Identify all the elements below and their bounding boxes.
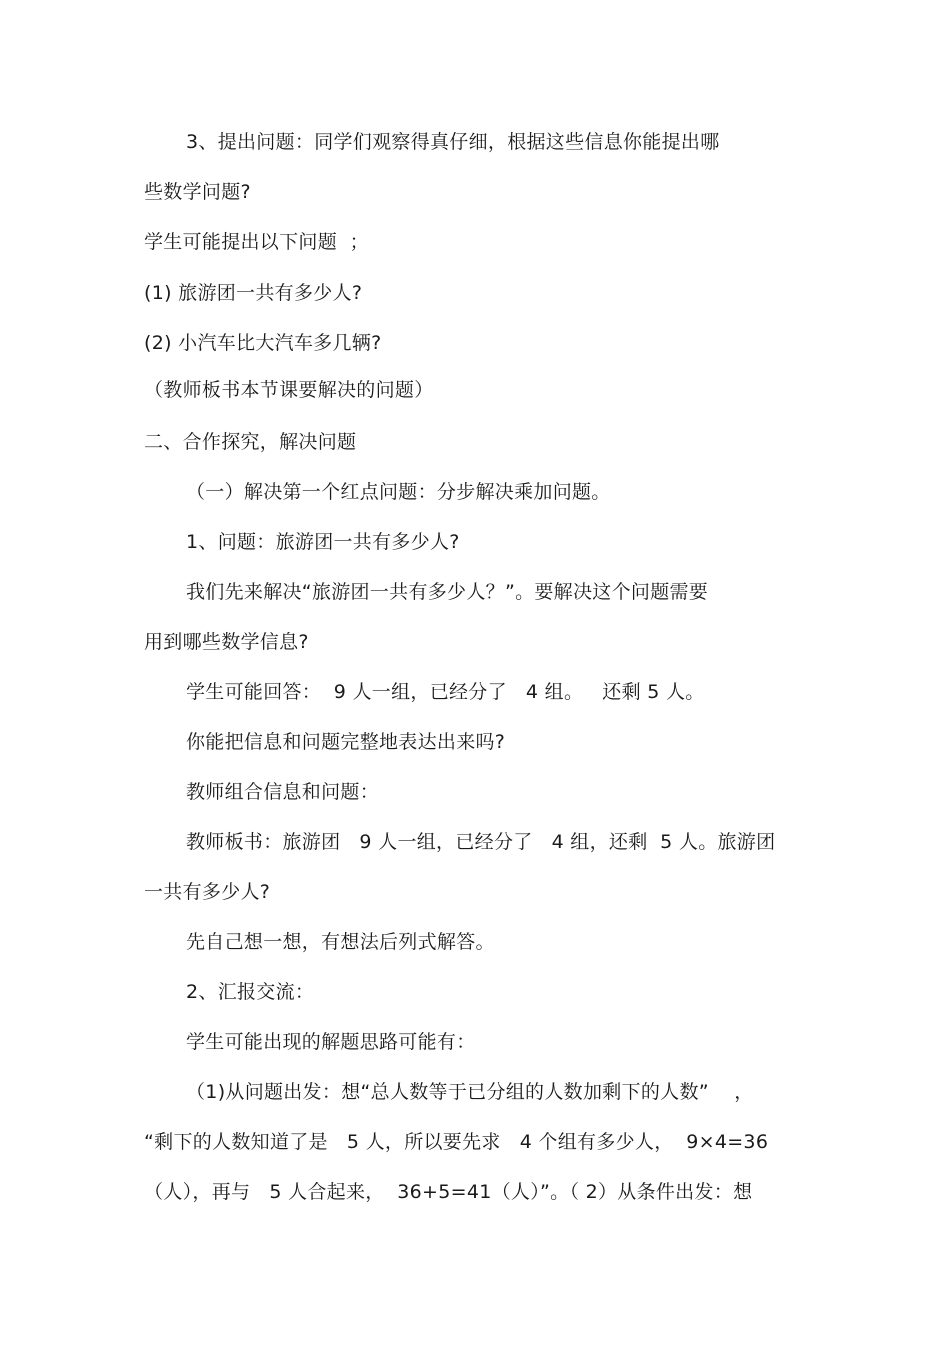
paragraph-line: “剩下的人数知道了是 5 人，所以要先求 4 个组有多少人， 9×4=36 — [144, 1131, 769, 1153]
subsection-heading: （一）解决第一个红点问题：分步解决乘加问题。 — [186, 481, 611, 503]
paragraph-line: 我们先来解决“旅游团一共有多少人？”。要解决这个问题需要 — [186, 581, 709, 603]
paragraph-line: 教师板书：旅游团 9 人一组，已经分了 4 组，还剩 5 人。旅游团 — [186, 831, 776, 853]
paragraph-line: 用到哪些数学信息? — [144, 631, 309, 653]
paragraph-line: 学生可能回答： 9 人一组，已经分了 4 组。 还剩 5 人。 — [186, 681, 705, 703]
paragraph-line: 2、汇报交流： — [186, 981, 315, 1003]
paragraph-line: （教师板书本节课要解决的问题） — [144, 379, 434, 401]
paragraph-line: （1)从问题出发：想“总人数等于已分组的人数加剩下的人数” ， — [186, 1081, 754, 1103]
paragraph-line: (2) 小汽车比大汽车多几辆? — [144, 332, 382, 354]
paragraph-line: 先自己想一想，有想法后列式解答。 — [186, 931, 495, 953]
paragraph-line: 些数学问题? — [144, 181, 251, 203]
paragraph-line: (1) 旅游团一共有多少人? — [144, 282, 363, 304]
paragraph-line: 学生可能出现的解题思路可能有： — [186, 1031, 476, 1053]
paragraph-line: 你能把信息和问题完整地表达出来吗? — [186, 731, 506, 753]
paragraph-line: 1、问题：旅游团一共有多少人? — [186, 531, 460, 553]
paragraph-line: （人），再与 5 人合起来， 36+5=41（人）”。（ 2）从条件出发：想 — [144, 1181, 753, 1203]
paragraph-line: 学生可能提出以下问题 ； — [144, 231, 369, 253]
paragraph-line: 教师组合信息和问题： — [186, 781, 380, 803]
section-heading: 二、合作探究，解决问题 — [144, 431, 357, 453]
paragraph-line: 3、提出问题：同学们观察得真仔细，根据这些信息你能提出哪 — [186, 131, 720, 153]
paragraph-line: 一共有多少人? — [144, 881, 271, 903]
